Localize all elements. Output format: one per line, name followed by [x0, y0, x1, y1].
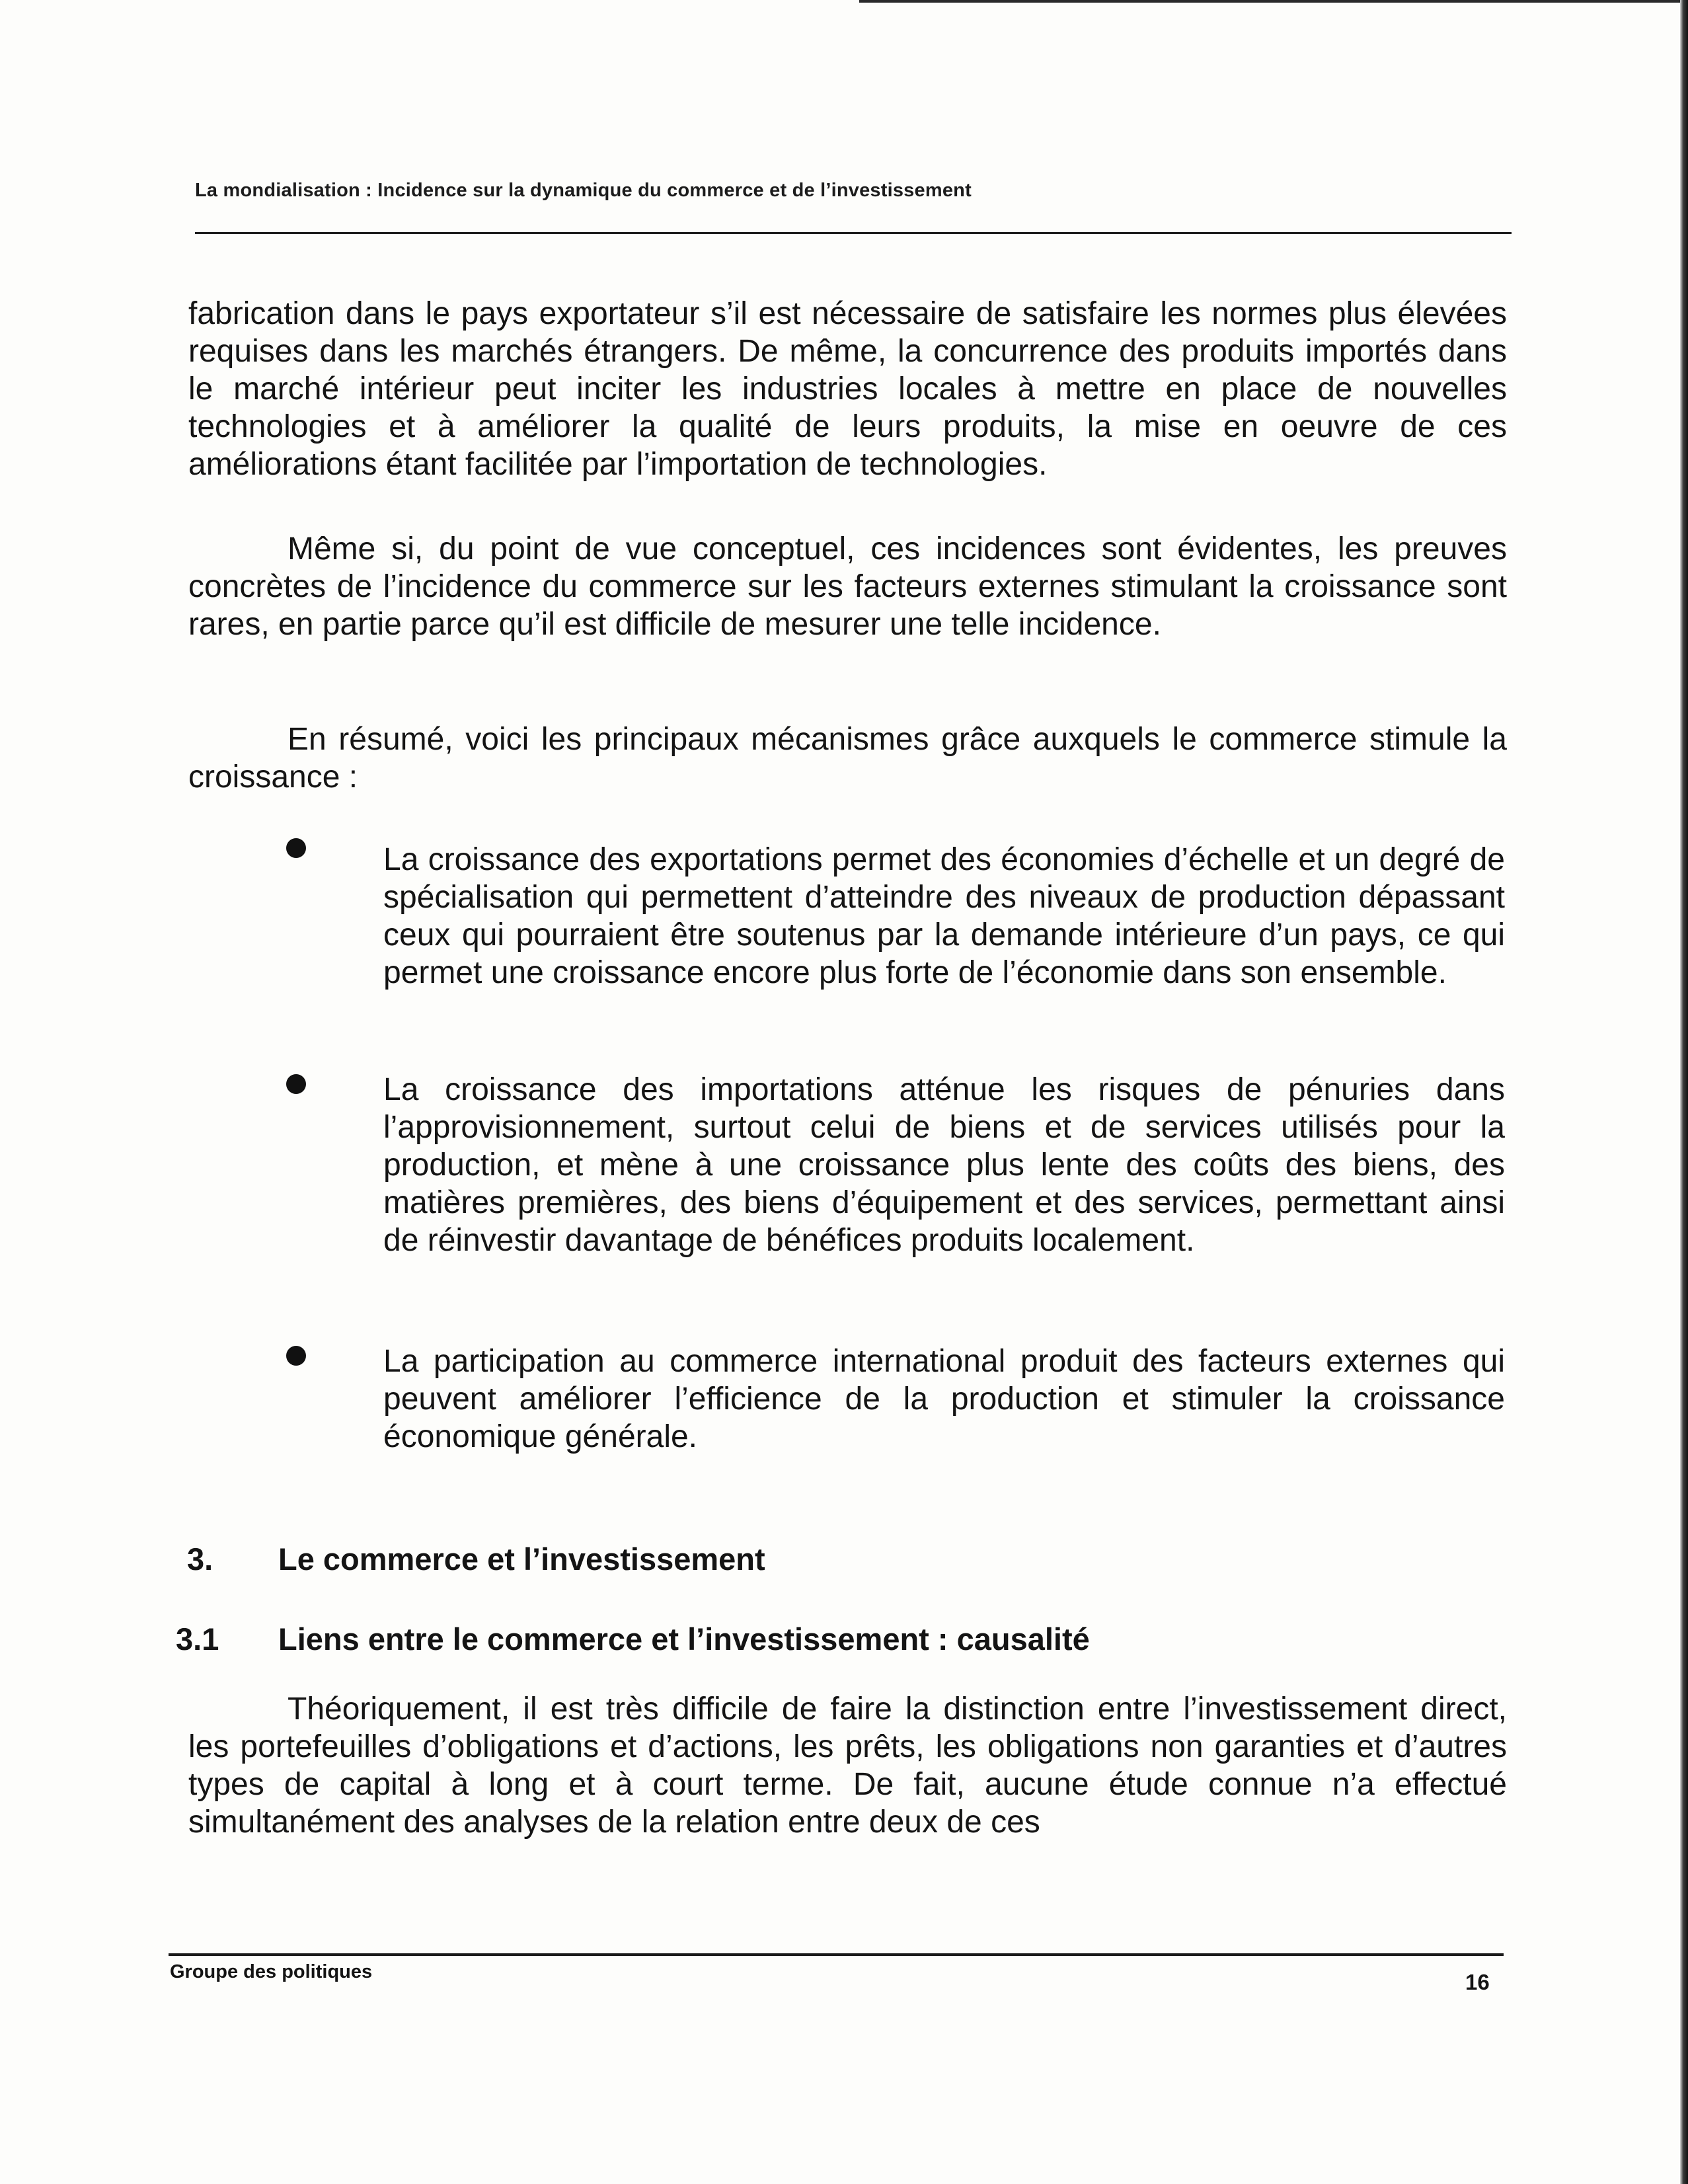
section-heading: Le commerce et l’investissement	[278, 1541, 765, 1577]
paragraph-2: Même si, du point de vue conceptuel, ces incidences sont évidentes, les preuves concrètes de l’incidence du commerce sur les facteurs externes stimulant la croissance sont rares, en partie parce qu’il est difficile de mesurer une telle incidence.	[188, 531, 1507, 642]
footer-rule	[169, 1953, 1504, 1956]
scan-border-top	[859, 0, 1688, 3]
subsection-number: 3.1	[176, 1621, 219, 1657]
paragraph-4: Théoriquement, il est très difficile de faire la distinction entre l’investissement direct, les portefeuilles d’obligations et d’actions, les prêts, les obligations non garanties et d’autres types de capital à long et à court terme. De fait, aucune étude connue n’a effectué simultanément des analyses de la relation entre deux de ces	[188, 1692, 1507, 1840]
header-rule	[195, 232, 1512, 234]
bullet-dot-icon	[286, 838, 306, 858]
footer-organization: Groupe des politiques	[170, 1961, 373, 1982]
section-number: 3.	[187, 1541, 213, 1577]
subsection-heading: Liens entre le commerce et l’investissement : causalité	[278, 1621, 1090, 1657]
bullet-item-1: La croissance des exportations permet des économies d’échelle et un degré de spécialisation qui permettent d’atteindre des niveaux de production dépassant ceux qui pourraient être soutenus par la demande intérieure d’un pays, ce qui permet une croissance encore plus forte de l’économie dans son ensemble.	[383, 842, 1505, 990]
bullet-item-3: La participation au commerce international produit des facteurs externes qui peuvent améliorer l’efficience de la production et stimuler la croissance économique générale.	[383, 1344, 1505, 1454]
running-header: La mondialisation : Incidence sur la dynamique du commerce et de l’investissement	[195, 180, 972, 201]
page-number: 16	[1465, 1970, 1490, 1994]
paragraph-3: En résumé, voici les principaux mécanismes grâce auxquels le commerce stimule la croissance :	[188, 722, 1507, 795]
bullet-dot-icon	[286, 1074, 306, 1094]
bullet-dot-icon	[286, 1346, 306, 1366]
scan-border-right	[1680, 0, 1688, 2184]
paragraph-1: fabrication dans le pays exportateur s’il est nécessaire de satisfaire les normes plus élevées requises dans les marchés étrangers. De même, la concurrence des produits importés dans le marché intérieur peut inciter les industries locales à mettre en place de nouvelles technologies et à améliorer la qualité de leurs produits, la mise en oeuvre de ces améliorations étant facilitée par l’importation de technologies.	[188, 296, 1507, 482]
bullet-item-2: La croissance des importations atténue les risques de pénuries dans l’approvisionnement, surtout celui de biens et de services utilisés pour la production, et mène à une croissance plus lente des coûts des biens, des matières premières, des biens d’équipement et des services, permettant ainsi de réinvestir davantage de bénéfices produits localement.	[383, 1072, 1505, 1258]
